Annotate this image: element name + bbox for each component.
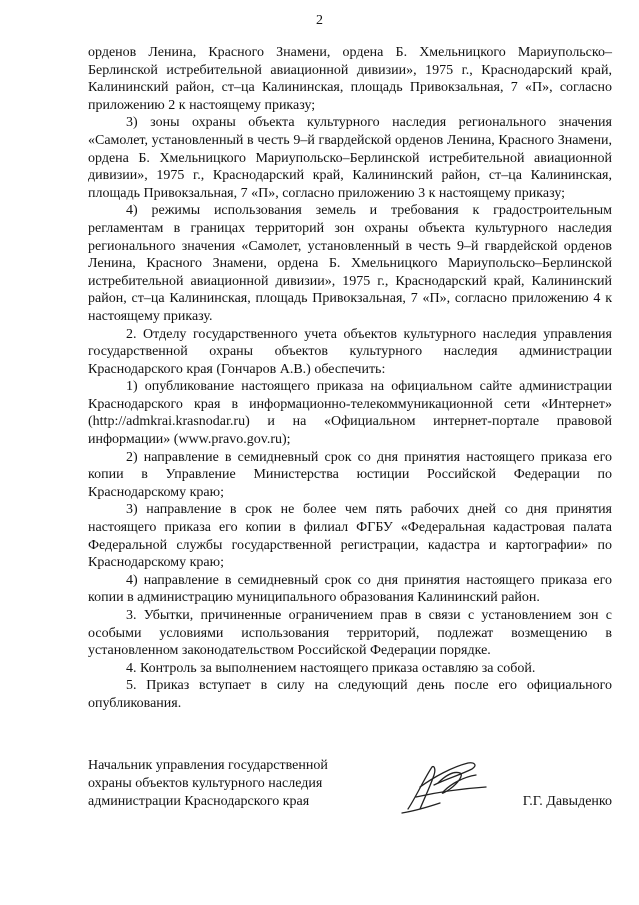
signatory-title-line: администрации Краснодарского края (88, 794, 310, 809)
document-body (88, 44, 612, 713)
paragraph: 3) зоны охраны объекта культурного наследия регионального значения «Самолет, установленный в честь 9–й гвардейской орденов Ленина, Красного Знамени, ордена Б. Хмельницкого Мариупольско–Берлинской истребительной авиационной дивизии», 1975 г., Краснодарский край, Калининский район, ст–ца Калининская, площадь Привокзальная, 7 «П», согласно приложению 3 к настоящему приказу; (88, 115, 612, 201)
paragraph: 4) режимы использования земель и требования к градостроительным регламентам в границах территорий зон охраны объекта культурного наследия регионального значения «Самолет, установленный в честь 9–й гвардейской орденов Ленина, Красного Знамени, ордена Б. Хмельницкого Мариупольско–Берлинской истребительной авиационной дивизии», 1975 г., Краснодарский край, Калининский район, ст–ца Калининская, площадь Привокзальная, 7 «П», согласно приложению 4 к настоящему приказу. (88, 203, 612, 324)
signatory-name: Г.Г. Давыденко (522, 794, 612, 809)
paragraph: 5. Приказ вступает в силу на следующий день после его официального опубликования. (88, 678, 612, 711)
signatory-title-line: Начальник управления государственной (88, 758, 328, 773)
paragraph: орденов Ленина, Красного Знамени, ордена Б. Хмельницкого Мариупольско–Берлинской истребительной авиационной дивизии», 1975 г., Краснодарский край, Калининский район, ст–ца Калининская, площадь Привокзальная, 7 «П», согласно приложению 2 к настоящему приказу; (88, 45, 612, 113)
handwritten-signature (394, 757, 494, 815)
paragraph: 2. Отделу государственного учета объектов культурного наследия управления государственной охраны объектов культурного наследия администрации Краснодарского края (Гончаров А.В.) обеспечить: (88, 326, 612, 377)
paragraph: 4) направление в семидневный срок со дня принятия настоящего приказа его копии в администрацию муниципального образования Калининский район. (88, 572, 612, 606)
paragraph: 4. Контроль за выполнением настоящего приказа оставляю за собой. (126, 660, 536, 676)
page-number: 2 (316, 13, 323, 28)
paragraph: 1) опубликование настоящего приказа на официальном сайте администрации Краснодарского края в информационно-телекоммуникационной сети «Интернет» (http://admkrai.krasnodar.ru) и на «Официальном интернет-портале правовой информации» (www.pravo.gov.ru); (88, 379, 612, 448)
paragraph: 3. Убытки, причиненные ограничением прав в связи с установлением зон с особыми условиями использования территорий, подлежат возмещению в установленном законодательством Российской Федерации порядке. (88, 608, 612, 659)
paragraph: 3) направление в срок не более чем пять рабочих дней со дня принятия настоящего приказа его копии в филиал ФГБУ «Федеральная кадастровая палата Федеральной службы государственной регистрации, кадастра и картографии» по Краснодарскому краю; (88, 502, 612, 571)
paragraph: 2) направление в семидневный срок со дня принятия настоящего приказа его копии в Управление Министерства юстиции Российской Федерации по Краснодарскому краю; (88, 449, 612, 500)
signatory-title (88, 757, 378, 811)
signature-block (88, 757, 612, 817)
signatory-title-line: охраны объектов культурного наследия (88, 776, 323, 791)
